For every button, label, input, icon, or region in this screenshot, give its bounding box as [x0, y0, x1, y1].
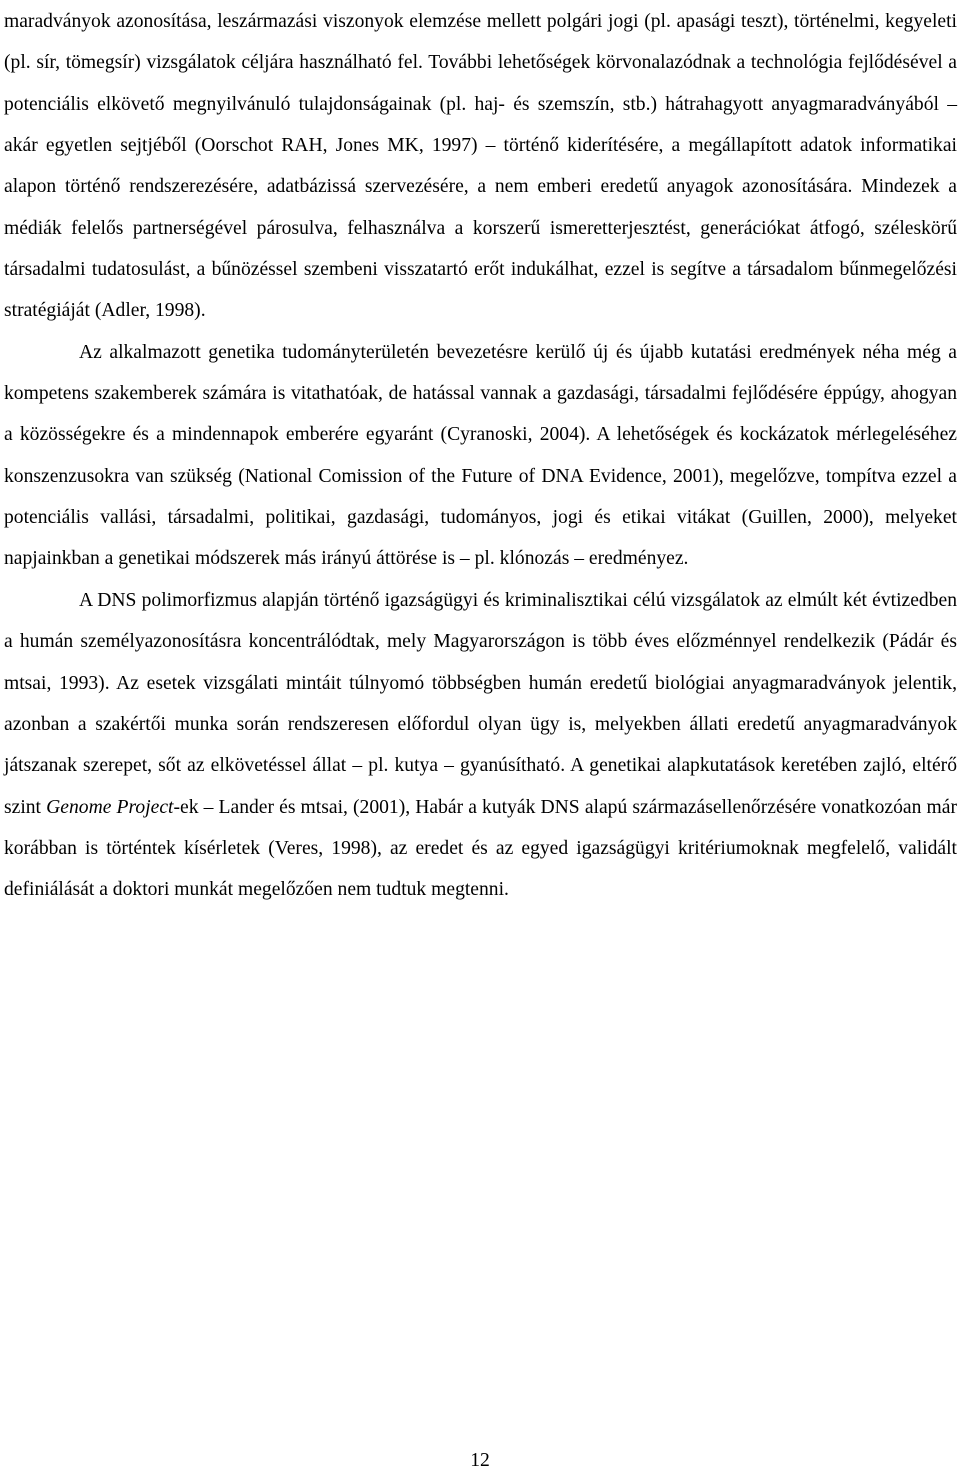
italic-term: Genome Project: [46, 796, 174, 818]
paragraph-3: [4, 580, 957, 911]
paragraph-2: [4, 332, 957, 580]
paragraph-1: [4, 1, 957, 332]
text-segment: maradványok azonosítása, leszármazási viszonyok elemzése mellett polgári jogi (pl. apasági teszt), történelmi, kegyeleti (pl. sír, tömegsír) vizsgálatok céljára használható fel. További lehetőségek körvonalazódnak a technológia fejlődésével a potenciális elkövető megnyilvánuló tulajdonságainak (pl. haj- és szemszín, stb.) hátrahagyott anyagmaradványából – akár egyetlen sejtjéből (Oorschot RAH, Jones MK, 1997) – történő kiderítésére, a megállapított adatok informatikai alapon történő rendszerezésére, adatbázissá szervezésére, a nem emberi eredetű anyagok azonosítására. Mindezek a médiák felelős partnerségével párosulva, felhasználva a korszerű ismeretterjesztést, generációkat átfogó, széleskörű társadalmi tudatosulást, a bűnözéssel szembeni visszatartó erőt indukálhat, ezzel is segítve a társadalom bűnmegelőzési stratégiáját (Adler, 1998).: [4, 11, 957, 322]
text-segment: -ek – Lander és mtsai, (2001), Habár a kutyák DNS alapú származásellenőrzésére vonatkozóan már korábban is történtek kísérletek (Veres, 1998), az eredet és az egyed igazságügyi kritériumoknak megfelelő, validált definiálását a doktori munkát megelőzően nem tudtuk megtenni.: [4, 796, 957, 901]
text-segment: A DNS polimorfizmus alapján történő igazságügyi és kriminalisztikai célú vizsgálatok az elmúlt két évtizedben a humán személyazonosításra koncentrálódtak, mely Magyarországon is több éves előzménnyel rendelkezik (Pádár és mtsai, 1993). Az esetek vizsgálati mintáit túlnyomó többségben humán eredetű biológiai anyagmaradványok jelentik, azonban a szakértői munka során rendszeresen előfordul olyan ügy is, melyekben állati eredetű anyagmaradványok játszanak szerepet, sőt az elkövetéssel állat – pl. kutya – gyanúsítható. A genetikai alapkutatások keretében zajló, eltérő szint: [4, 589, 957, 818]
text-segment: Az alkalmazott genetika tudományterületén bevezetésre kerülő új és újabb kutatási eredmények néha még a kompetens szakemberek számára is vitathatóak, de hatással vannak a gazdasági, társadalmi fejlődésére éppúgy, ahogyan a közösségekre és a mindennapok emberére egyaránt (Cyranoski, 2004). A lehetőségek és kockázatok mérlegeléséhez konszenzusokra van szükség (National Comission of the Future of DNA Evidence, 2001), megelőzve, tompítva ezzel a potenciális vallási, társadalmi, politikai, gazdasági, tudományos, jogi és etikai vitákat (Guillen, 2000), melyeket napjainkban a genetikai módszerek más irányú áttörése is – pl. klónozás – eredményez.: [4, 341, 957, 570]
document-body: [4, 1, 957, 911]
page-number: 12: [470, 1450, 490, 1471]
